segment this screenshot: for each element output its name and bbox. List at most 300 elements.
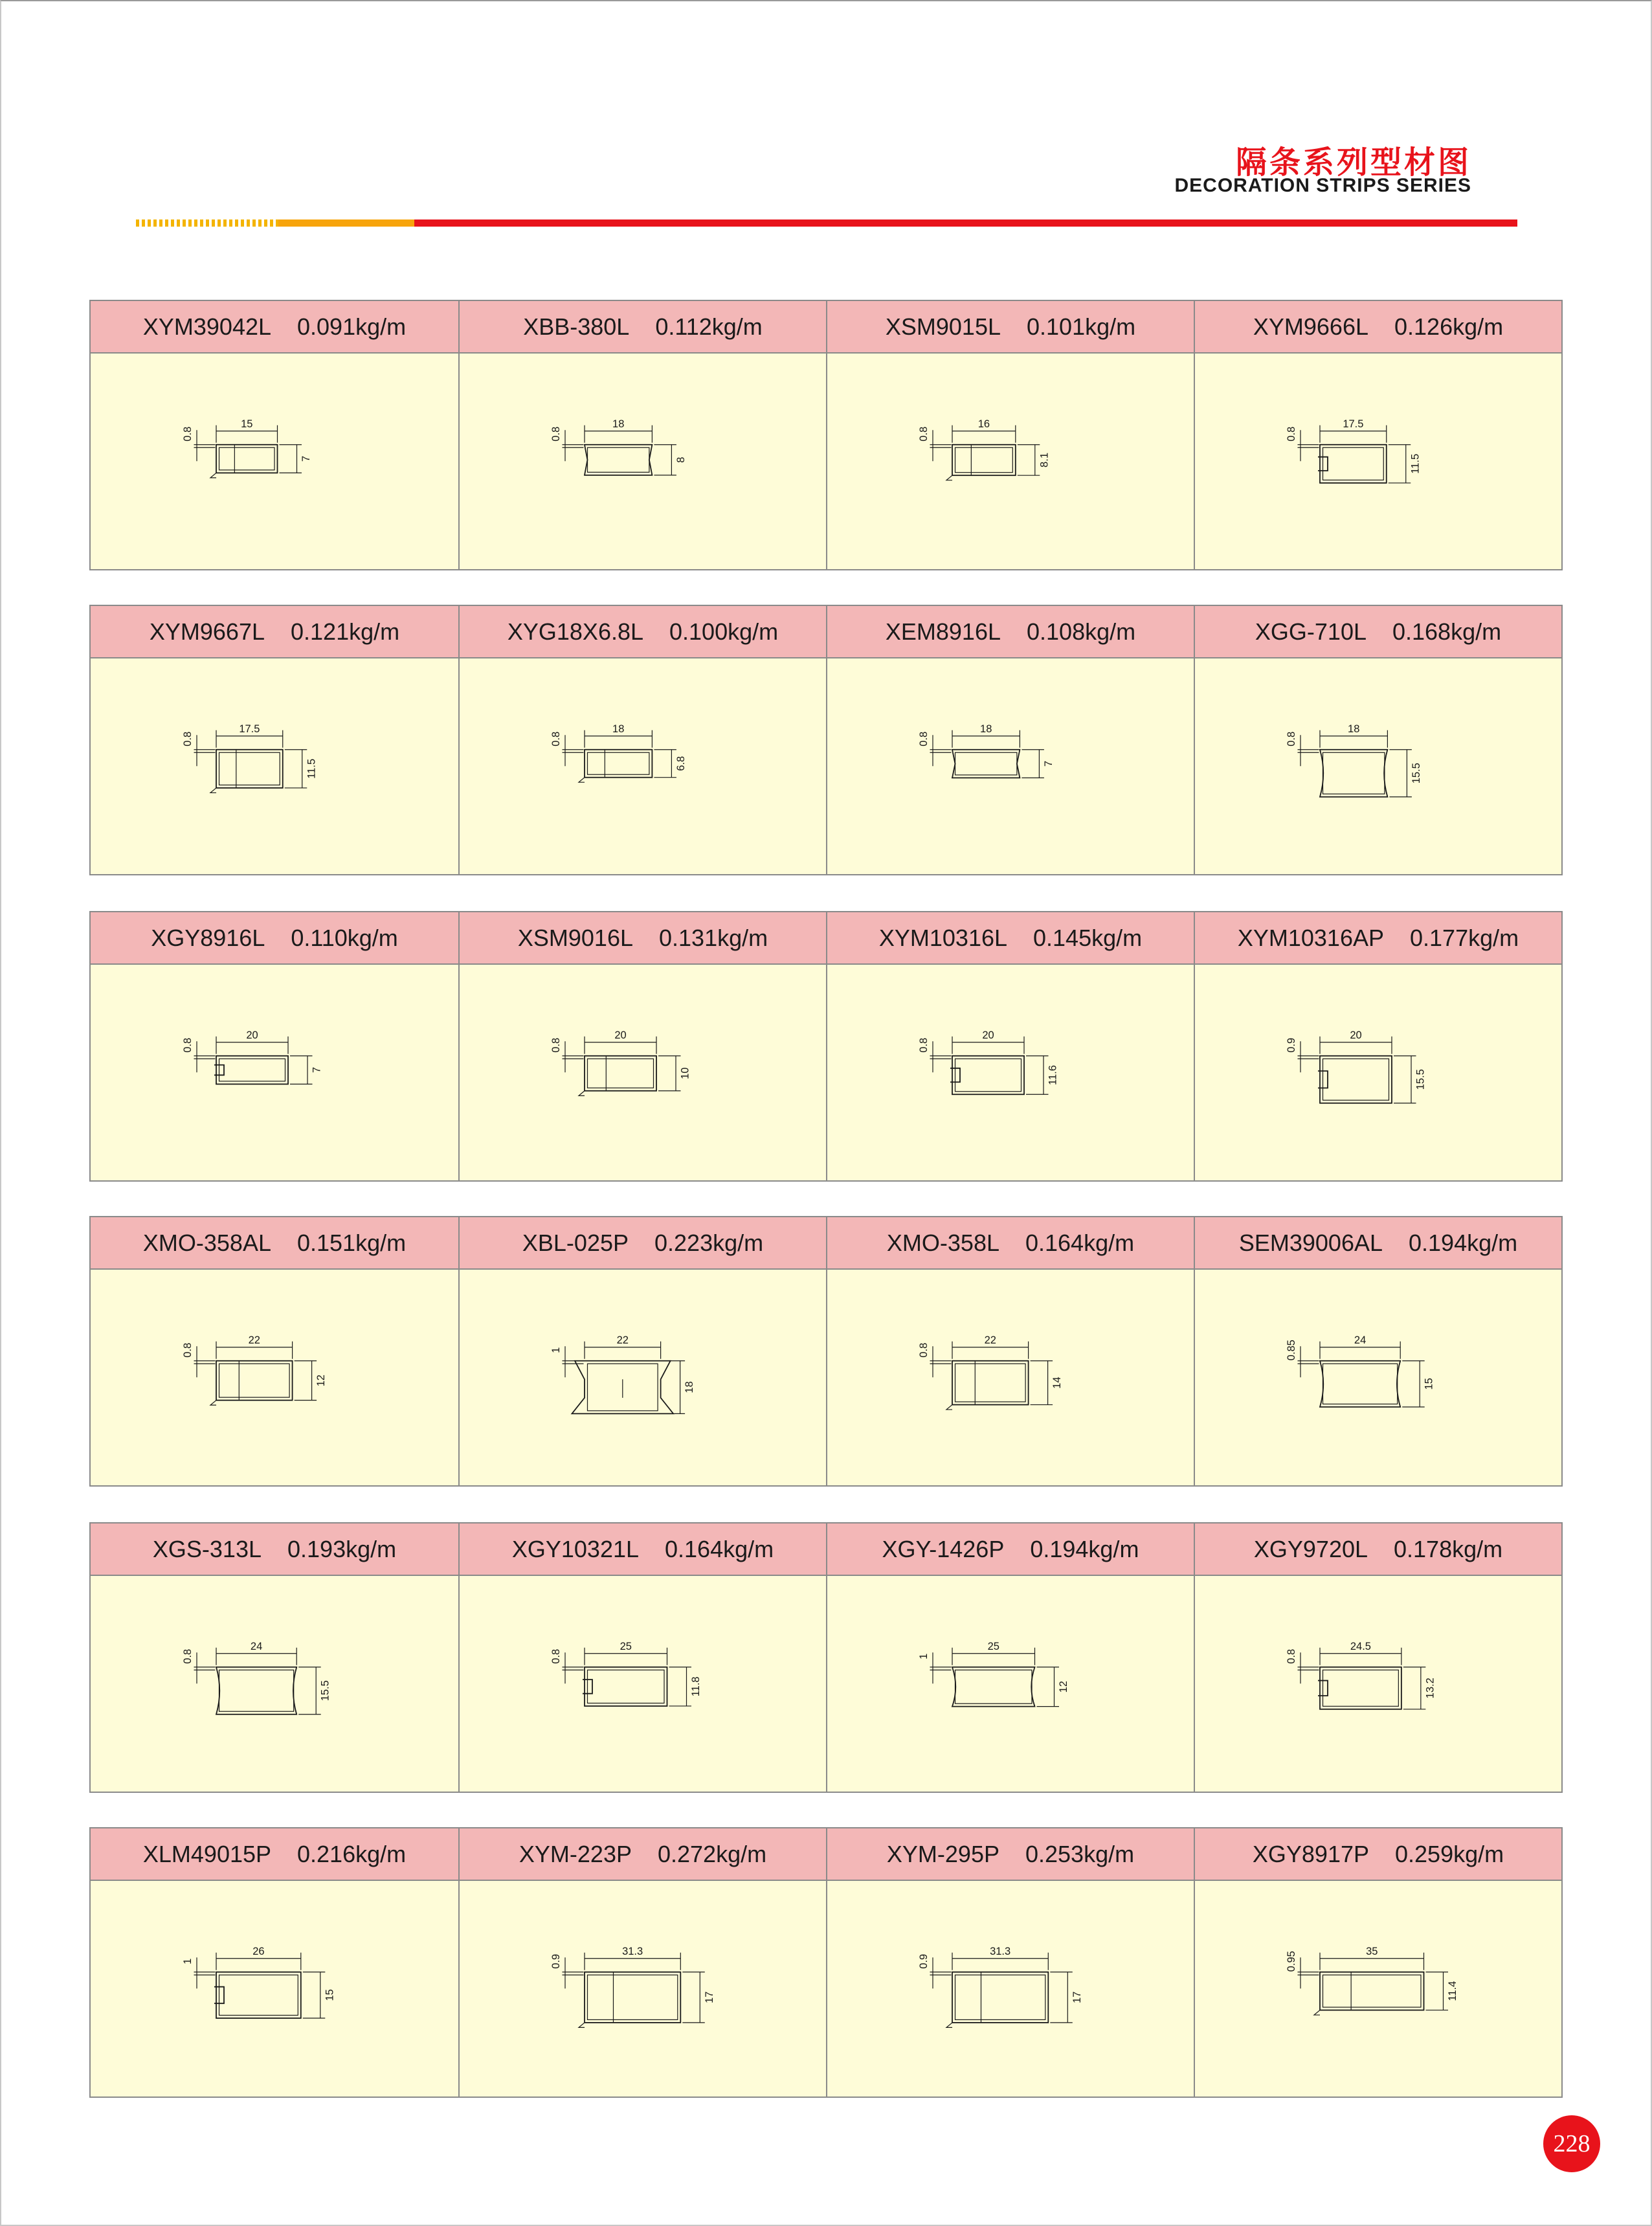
profile-header	[460, 912, 826, 965]
profile-weight: 0.193kg/m	[287, 1535, 397, 1562]
profile-outer-wall	[585, 1972, 680, 2022]
profile-card	[91, 1217, 458, 1485]
profile-weight: 0.194kg/m	[1030, 1535, 1139, 1562]
wall-thickness-dimension	[918, 731, 952, 765]
height-value: 7	[311, 1066, 323, 1073]
profile-drawing	[946, 1360, 1029, 1409]
wall-thickness-dimension	[1286, 1037, 1319, 1072]
wall-thickness-dimension	[182, 1342, 216, 1377]
profile-inner-wall	[219, 1670, 294, 1711]
width-value: 31.3	[622, 1945, 643, 1957]
profile-drawing	[572, 1360, 674, 1413]
width-dimension	[952, 1029, 1024, 1053]
header-rule-orange	[278, 219, 414, 227]
width-value: 16	[977, 418, 990, 430]
profile-card	[458, 1828, 826, 2097]
width-dimension	[952, 418, 1016, 442]
profile-code: XLM49015P	[142, 1840, 272, 1867]
profile-code: SEM39006AL	[1238, 1229, 1383, 1256]
wall-thickness-dimension	[1286, 1648, 1319, 1683]
wall-thickness-value: 0.8	[550, 731, 562, 747]
profile-outer-wall	[1320, 1055, 1392, 1103]
profile-section-diagram	[526, 1303, 759, 1452]
profile-card	[826, 912, 1194, 1180]
wall-thickness-dimension	[182, 731, 216, 765]
profile-card	[458, 301, 826, 569]
profile-code: XGY8916L	[151, 924, 265, 951]
profile-code: XGY10321L	[511, 1535, 640, 1562]
profile-row	[89, 605, 1563, 875]
profile-card	[1194, 912, 1561, 1180]
profile-drawing	[1318, 1667, 1401, 1709]
profile-weight: 0.151kg/m	[296, 1229, 407, 1256]
width-dimension	[952, 1945, 1048, 1970]
profile-code: XGY-1426P	[882, 1535, 1005, 1562]
width-value: 18	[612, 418, 625, 430]
profile-drawing	[1318, 1055, 1392, 1103]
profile-header	[1195, 912, 1561, 965]
profile-row	[89, 911, 1563, 1182]
height-dimension	[280, 444, 313, 473]
profile-weight: 0.108kg/m	[1027, 618, 1136, 645]
profile-foot	[210, 1400, 216, 1405]
profile-weight: 0.112kg/m	[655, 313, 763, 340]
width-dimension	[216, 1945, 301, 1970]
width-dimension	[952, 723, 1020, 747]
height-dimension	[669, 1667, 702, 1705]
profile-section-diagram	[526, 1915, 759, 2063]
profile-header	[460, 606, 826, 658]
wall-thickness-value: 0.9	[918, 1953, 930, 1969]
wall-thickness-value: 0.8	[550, 1037, 562, 1053]
profile-inner-wall	[1323, 752, 1385, 794]
height-value: 7	[1042, 760, 1055, 767]
profile-header	[1195, 606, 1561, 658]
profile-code: XYM9666L	[1253, 313, 1368, 340]
height-value: 17	[1071, 1991, 1083, 2003]
profile-foot	[579, 1090, 585, 1096]
profile-drawing	[946, 444, 1016, 480]
profile-foot	[946, 475, 952, 480]
wall-thickness-value: 0.8	[1286, 426, 1297, 442]
profile-foot	[579, 777, 585, 782]
profile-inner-wall	[219, 752, 280, 785]
width-value: 20	[1350, 1029, 1362, 1041]
profile-card	[1194, 301, 1561, 569]
profile-header	[827, 606, 1194, 658]
width-value: 17.5	[239, 723, 260, 735]
profile-drawing-panel	[460, 965, 826, 1180]
width-dimension	[216, 1029, 288, 1053]
width-dimension	[952, 1334, 1029, 1358]
profile-inner-wall	[955, 447, 1013, 472]
width-dimension	[216, 723, 283, 747]
profile-card	[91, 912, 458, 1180]
height-value: 13.2	[1424, 1677, 1436, 1698]
profile-outer-wall	[585, 1667, 667, 1705]
height-value: 15.5	[1414, 1068, 1427, 1090]
profile-outer-wall	[1320, 1667, 1401, 1709]
width-dimension	[585, 1334, 661, 1358]
width-dimension	[1320, 1334, 1400, 1358]
profile-section-diagram	[158, 998, 391, 1147]
width-dimension	[1320, 1029, 1392, 1053]
height-value: 14	[1051, 1376, 1064, 1389]
profile-drawing	[1314, 1972, 1424, 2014]
height-value: 10	[679, 1067, 691, 1079]
profile-code: XYM-295P	[886, 1840, 999, 1867]
profile-drawing	[1320, 1360, 1400, 1406]
width-dimension	[585, 418, 652, 442]
wall-thickness-value: 0.8	[1286, 731, 1297, 747]
height-dimension	[1026, 1055, 1059, 1094]
profile-inner-wall	[1323, 1670, 1399, 1706]
height-dimension	[1402, 1360, 1435, 1406]
profile-drawing-panel	[460, 658, 826, 874]
profile-drawing	[946, 1972, 1048, 2027]
profile-weight: 0.131kg/m	[659, 924, 768, 951]
width-dimension	[585, 1640, 667, 1665]
profile-inner-wall	[588, 1975, 678, 2019]
wall-thickness-value: 0.95	[1286, 1950, 1297, 1972]
profile-weight: 0.126kg/m	[1394, 313, 1504, 340]
profile-weight: 0.101kg/m	[1027, 313, 1136, 340]
profile-foot	[946, 1404, 952, 1410]
profile-inner-wall	[955, 752, 1017, 775]
wall-thickness-dimension	[1286, 1951, 1319, 1988]
width-dimension	[1320, 418, 1387, 442]
profile-section-diagram	[158, 1610, 391, 1759]
wall-thickness-dimension	[550, 1037, 584, 1072]
profile-card	[826, 301, 1194, 569]
profile-drawing-panel	[1195, 658, 1561, 874]
width-dimension	[216, 418, 278, 442]
width-dimension	[1320, 1945, 1424, 1970]
wall-thickness-dimension	[182, 1037, 216, 1072]
profile-drawing-panel	[827, 1270, 1194, 1485]
profile-code: XMO-358L	[886, 1229, 999, 1256]
profile-inner-wall	[588, 1670, 665, 1703]
profile-header	[827, 1523, 1194, 1576]
profile-outer-wall	[216, 444, 278, 473]
profile-code: XEM8916L	[885, 618, 1001, 645]
profile-card	[1194, 1828, 1561, 2097]
profile-section-diagram	[894, 1610, 1127, 1759]
height-value: 8	[675, 456, 687, 463]
width-value: 25	[987, 1640, 999, 1652]
profile-header	[91, 1217, 458, 1270]
profile-drawing-panel	[827, 965, 1194, 1180]
profile-header	[91, 912, 458, 965]
profile-card	[91, 606, 458, 874]
profile-section-diagram	[158, 1303, 391, 1452]
wall-thickness-dimension	[918, 1037, 952, 1072]
profile-outer-wall	[952, 749, 1020, 778]
profile-inner-wall	[955, 1364, 1026, 1402]
profile-code: XMO-358AL	[142, 1229, 271, 1256]
profile-header	[827, 1217, 1194, 1270]
height-dimension	[303, 1972, 336, 2018]
profile-section-diagram	[1262, 1915, 1495, 2063]
width-value: 24.5	[1350, 1640, 1371, 1652]
width-value: 22	[616, 1334, 629, 1346]
profile-drawing-panel	[1195, 1576, 1561, 1792]
profile-inner-wall	[955, 1975, 1045, 2019]
profile-drawing	[952, 1667, 1035, 1706]
profile-row	[89, 300, 1563, 570]
profile-code: XGY8917P	[1252, 1840, 1369, 1867]
wall-thickness-value: 0.8	[182, 731, 194, 747]
catalog-title-chinese: 隔条系列型材图	[1235, 144, 1471, 181]
width-value: 18	[612, 723, 625, 735]
profile-header	[827, 1828, 1194, 1881]
profile-header	[460, 1523, 826, 1576]
profile-header	[460, 1828, 826, 1881]
width-value: 20	[982, 1029, 994, 1041]
profile-section-diagram	[894, 1303, 1127, 1452]
profile-row	[89, 1827, 1563, 2098]
profile-weight: 0.178kg/m	[1394, 1535, 1503, 1562]
width-value: 31.3	[990, 1945, 1011, 1957]
wall-thickness-value: 0.8	[918, 731, 930, 747]
height-dimension	[1037, 1667, 1070, 1706]
profile-drawing	[216, 1667, 296, 1714]
profile-drawing	[583, 1667, 667, 1705]
height-value: 15	[324, 1988, 336, 2001]
wall-thickness-dimension	[550, 1648, 584, 1683]
profile-code: XYM9667L	[149, 618, 265, 645]
wall-thickness-dimension	[550, 1346, 584, 1377]
profile-weight: 0.145kg/m	[1033, 924, 1143, 951]
profile-weight: 0.223kg/m	[654, 1229, 764, 1256]
profile-drawing-panel	[827, 354, 1194, 569]
profile-row	[89, 1216, 1563, 1487]
wall-thickness-dimension	[550, 1953, 584, 1988]
profile-drawing	[210, 749, 283, 793]
profile-outer-wall	[1320, 444, 1387, 482]
profile-header	[1195, 1828, 1561, 1881]
profile-card	[458, 1217, 826, 1485]
profile-code: XYM39042L	[142, 313, 272, 340]
height-value: 15.5	[319, 1680, 331, 1701]
height-dimension	[1426, 1972, 1459, 2010]
profile-weight: 0.110kg/m	[291, 924, 398, 951]
profile-card	[91, 1523, 458, 1792]
wall-thickness-dimension	[182, 426, 216, 460]
height-value: 15	[1423, 1377, 1435, 1390]
width-dimension	[1320, 723, 1387, 747]
profile-section-diagram	[1262, 692, 1495, 841]
profile-foot	[1314, 2010, 1320, 2015]
profile-outer-wall	[585, 1055, 656, 1090]
profile-outer-wall	[585, 444, 652, 475]
profile-code: XGY9720L	[1253, 1535, 1368, 1562]
height-dimension	[1389, 749, 1422, 796]
profile-drawing-panel	[460, 354, 826, 569]
profile-outer-wall	[216, 1667, 296, 1714]
width-dimension	[216, 1640, 296, 1665]
profile-section-diagram	[158, 692, 391, 841]
height-dimension	[654, 749, 687, 777]
width-value: 18	[980, 723, 992, 735]
catalog-title-english: DECORATION STRIPS SERIES	[1174, 175, 1471, 196]
wall-thickness-value: 0.8	[182, 426, 194, 442]
width-value: 26	[252, 1945, 265, 1957]
profile-header	[91, 606, 458, 658]
height-value: 11.6	[1047, 1064, 1059, 1085]
height-dimension	[295, 1360, 328, 1400]
height-dimension	[1394, 1055, 1427, 1103]
wall-thickness-dimension	[1286, 1340, 1319, 1377]
profile-card	[826, 1217, 1194, 1485]
profile-drawing-panel	[91, 1270, 458, 1485]
wall-thickness-value: 1	[550, 1347, 562, 1353]
height-dimension	[1021, 749, 1055, 778]
width-value: 24	[1354, 1334, 1367, 1346]
profile-header	[1195, 1217, 1561, 1270]
wall-thickness-dimension	[550, 426, 584, 460]
profile-outer-wall	[1320, 749, 1387, 796]
width-dimension	[216, 1334, 293, 1358]
profile-card	[826, 606, 1194, 874]
profile-outer-wall	[952, 1972, 1048, 2022]
profile-outer-wall	[1320, 1360, 1400, 1406]
profile-outer-wall	[216, 1972, 301, 2018]
height-dimension	[1018, 444, 1051, 475]
profile-header	[91, 1523, 458, 1576]
profile-inner-wall	[588, 1059, 654, 1088]
profile-row	[89, 1522, 1563, 1793]
profile-inner-wall	[1323, 1975, 1422, 2007]
wall-thickness-dimension	[918, 426, 952, 460]
profile-section-diagram	[158, 387, 391, 536]
profile-drawing-panel	[91, 354, 458, 569]
height-dimension	[1050, 1972, 1083, 2022]
wall-thickness-dimension	[182, 1957, 216, 1988]
profile-card	[1194, 606, 1561, 874]
width-value: 35	[1366, 1945, 1378, 1957]
height-value: 11.5	[306, 758, 318, 779]
profile-section-diagram	[158, 1915, 391, 2063]
profile-inner-wall	[955, 1670, 1032, 1703]
wall-thickness-dimension	[918, 1652, 952, 1683]
profile-drawing-panel	[1195, 1881, 1561, 2097]
profile-header	[827, 912, 1194, 965]
wall-thickness-value: 0.9	[550, 1953, 562, 1969]
height-dimension	[658, 1055, 691, 1090]
profile-weight: 0.216kg/m	[297, 1840, 407, 1867]
wall-thickness-value: 0.9	[1286, 1037, 1297, 1053]
profile-inner-wall	[1323, 1364, 1398, 1404]
profile-header	[827, 301, 1194, 354]
profile-foot	[579, 2022, 585, 2027]
height-value: 6.8	[675, 756, 687, 771]
profile-code: XYM-223P	[519, 1840, 632, 1867]
profile-header	[91, 301, 458, 354]
header-rule-dotted	[136, 219, 278, 227]
profile-outer-wall	[216, 1055, 288, 1084]
profile-section-diagram	[526, 998, 759, 1147]
height-dimension	[1389, 444, 1422, 482]
height-dimension	[290, 1055, 323, 1084]
profile-drawing	[210, 444, 278, 477]
profile-weight: 0.272kg/m	[657, 1840, 767, 1867]
width-value: 22	[248, 1334, 260, 1346]
height-dimension	[1031, 1360, 1064, 1404]
profile-drawing-panel	[1195, 965, 1561, 1180]
height-dimension	[1403, 1667, 1436, 1709]
profile-drawing-panel	[91, 1576, 458, 1792]
profile-card	[826, 1523, 1194, 1792]
profile-inner-wall	[1323, 1059, 1389, 1100]
wall-thickness-value: 1	[918, 1653, 930, 1659]
profile-weight: 0.121kg/m	[291, 618, 400, 645]
height-value: 11.8	[690, 1676, 702, 1696]
profile-drawing	[214, 1055, 288, 1084]
profile-inner-wall	[219, 1059, 285, 1081]
profile-drawing-panel	[91, 1881, 458, 2097]
profile-drawing	[214, 1972, 301, 2018]
profile-code: XBL-025P	[522, 1229, 629, 1256]
profile-inner-wall	[588, 447, 649, 472]
profile-section-diagram	[894, 998, 1127, 1147]
height-value: 11.5	[1409, 453, 1422, 474]
profile-drawing-panel	[460, 1270, 826, 1485]
height-value: 15.5	[1410, 762, 1422, 783]
profile-code: XYM10316AP	[1237, 924, 1385, 951]
profile-outer-wall	[952, 444, 1016, 475]
profile-card	[91, 1828, 458, 2097]
profile-drawing-panel	[460, 1881, 826, 2097]
profile-drawing	[1320, 749, 1387, 796]
profile-weight: 0.100kg/m	[669, 618, 779, 645]
profile-section-diagram	[526, 387, 759, 536]
profile-inner-wall	[955, 1059, 1021, 1092]
profile-inner-wall	[219, 1364, 290, 1397]
width-dimension	[1320, 1640, 1401, 1665]
wall-thickness-dimension	[1286, 426, 1319, 460]
profile-code: XGS-313L	[152, 1535, 262, 1562]
height-value: 12	[315, 1374, 328, 1386]
width-dimension	[585, 1029, 656, 1053]
profile-card	[458, 1523, 826, 1792]
profile-weight: 0.177kg/m	[1410, 924, 1519, 951]
profile-card	[458, 606, 826, 874]
profile-code: XSM9015L	[885, 313, 1001, 340]
height-dimension	[682, 1972, 715, 2022]
profile-drawing	[210, 1360, 293, 1404]
profile-outer-wall	[952, 1667, 1035, 1706]
wall-thickness-value: 0.8	[182, 1342, 194, 1358]
height-value: 7	[300, 455, 312, 462]
wall-thickness-value: 0.85	[1286, 1339, 1297, 1360]
wall-thickness-value: 0.8	[918, 1037, 930, 1053]
wall-thickness-value: 0.8	[550, 426, 562, 442]
wall-thickness-dimension	[918, 1953, 952, 1988]
profile-card	[458, 912, 826, 1180]
profile-header	[1195, 1523, 1561, 1576]
profile-drawing-panel	[91, 658, 458, 874]
width-value: 20	[614, 1029, 627, 1041]
profile-drawing-panel	[91, 965, 458, 1180]
wall-thickness-dimension	[550, 731, 584, 765]
profile-header	[91, 1828, 458, 1881]
profile-weight: 0.091kg/m	[297, 313, 407, 340]
header-rule-red	[414, 219, 1517, 227]
height-value: 12	[1058, 1680, 1069, 1692]
profile-inner-wall	[588, 752, 649, 774]
profile-section-diagram	[1262, 1610, 1495, 1759]
